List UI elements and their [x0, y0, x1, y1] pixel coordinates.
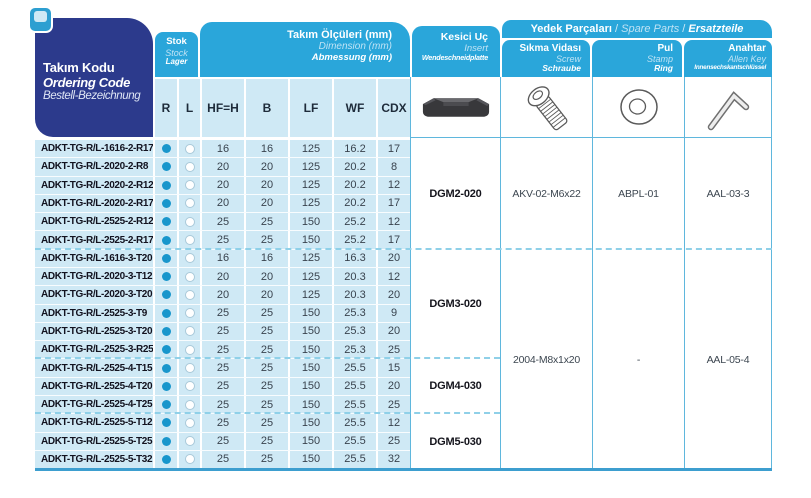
stock-l-dot [185, 217, 195, 227]
cell-wf: 16.2 [332, 140, 376, 157]
stock-r-dot [162, 236, 171, 245]
table-row [35, 358, 410, 376]
screw-column [500, 77, 592, 471]
stock-r-cell [153, 140, 177, 157]
allen-key-column [684, 77, 772, 471]
stock-l-cell [177, 140, 200, 157]
spare-key-group1: AAL-03-3 [706, 187, 750, 200]
row-code: ADKT-TG-R/L-2525-2-R12 [41, 216, 154, 228]
insert-code-group4: DGM5-030 [429, 436, 482, 448]
stock-r-dot [162, 364, 171, 373]
cell-lf: 125 [288, 158, 332, 175]
row-code: ADKT-TG-R/L-2525-5-T32 [41, 453, 153, 465]
stock-l-dot [185, 290, 195, 300]
cell-lf: 125 [288, 268, 332, 285]
brand-icon-inner [34, 11, 47, 22]
cell-b: 25 [244, 213, 288, 230]
stock-r-dot [162, 400, 171, 409]
stock-r-cell [153, 323, 177, 340]
cell-wf: 25.3 [332, 341, 376, 358]
column-header-cdx: CDX [376, 79, 410, 137]
stock-l-cell [177, 433, 200, 450]
title-english: Ordering Code [43, 75, 131, 90]
cell-wf: 25.5 [332, 396, 376, 413]
table-bottom-border [35, 468, 772, 471]
cell-b: 25 [244, 341, 288, 358]
column-header-row [155, 79, 410, 137]
table-row [35, 140, 410, 157]
stock-l-dot [185, 180, 195, 190]
stock-r-cell [153, 195, 177, 212]
cell-lf: 125 [288, 177, 332, 194]
cell-hf: 20 [200, 177, 244, 194]
cell-hf: 25 [200, 433, 244, 450]
stock-r-dot [162, 217, 171, 226]
stock-r-cell [153, 414, 177, 431]
cell-b: 20 [244, 286, 288, 303]
cell-cdx: 32 [376, 451, 410, 468]
cell-wf: 25.3 [332, 305, 376, 322]
stock-r-dot [162, 254, 171, 263]
cell-lf: 150 [288, 213, 332, 230]
stock-l-cell [177, 158, 200, 175]
cell-wf: 20.2 [332, 195, 376, 212]
table-row [35, 230, 410, 248]
cell-hf: 25 [200, 213, 244, 230]
cell-lf: 150 [288, 451, 332, 468]
cell-cdx: 12 [376, 268, 410, 285]
row-code: ADKT-TG-R/L-2525-5-T25 [41, 435, 153, 447]
stock-l-cell [177, 378, 200, 395]
cell-hf: 25 [200, 323, 244, 340]
row-code: ADKT-TG-R/L-2525-4-T15 [41, 362, 153, 374]
cell-lf: 150 [288, 359, 332, 376]
cell-lf: 150 [288, 396, 332, 413]
cell-wf: 20.2 [332, 177, 376, 194]
cell-cdx: 12 [376, 414, 410, 431]
stock-l-dot [185, 363, 195, 373]
ordering-code-header [35, 18, 153, 137]
stock-r-dot [162, 455, 171, 464]
row-code: ADKT-TG-R/L-2525-3-R25 [41, 344, 154, 356]
stock-r-dot [162, 418, 171, 427]
row-code: ADKT-TG-R/L-2525-3-T20 [41, 325, 153, 337]
cell-cdx: 20 [376, 323, 410, 340]
cell-hf: 25 [200, 231, 244, 248]
header-insert: Kesici Uç Insert Wendeschneidplatte [412, 26, 500, 77]
stock-r-dot [162, 382, 171, 391]
group-separator-1 [35, 248, 772, 250]
allen-key-icon [685, 77, 771, 138]
spare-screw-group2: 2004-M8x1x20 [512, 354, 581, 366]
cell-cdx: 15 [376, 359, 410, 376]
cell-b: 20 [244, 158, 288, 175]
cell-wf: 25.2 [332, 231, 376, 248]
cell-cdx: 17 [376, 195, 410, 212]
column-header-hf: HF=H [200, 79, 244, 137]
cell-hf: 20 [200, 158, 244, 175]
table-row [35, 249, 410, 267]
cell-lf: 150 [288, 305, 332, 322]
stock-r-cell [153, 158, 177, 175]
column-header-b: B [244, 79, 288, 137]
cell-lf: 125 [288, 286, 332, 303]
stock-r-dot [162, 199, 171, 208]
group-separator-3 [35, 412, 500, 414]
row-code: ADKT-TG-R/L-2525-5-T12 [41, 417, 153, 429]
stock-l-cell [177, 396, 200, 413]
stock-r-cell [153, 250, 177, 267]
row-code: ADKT-TG-R/L-2020-3-T12 [41, 271, 153, 283]
cell-b: 25 [244, 414, 288, 431]
cell-hf: 20 [200, 286, 244, 303]
cell-wf: 16.3 [332, 250, 376, 267]
header-dimensions: Takım Ölçüleri (mm) Dimension (mm) Abmessung (mm) [200, 22, 410, 77]
stock-l-cell [177, 323, 200, 340]
table-row [35, 413, 410, 431]
cell-lf: 150 [288, 323, 332, 340]
stock-r-cell [153, 286, 177, 303]
stock-r-dot [162, 309, 171, 318]
stock-r-cell [153, 378, 177, 395]
stock-l-dot [185, 381, 195, 391]
row-code: ADKT-TG-R/L-2020-3-T20 [41, 289, 153, 301]
header-screw: Sıkma Vidası Screw Schraube [502, 40, 590, 77]
ring-column [592, 77, 684, 471]
table-row [35, 194, 410, 212]
stock-r-dot [162, 290, 171, 299]
table-row [35, 267, 410, 285]
brand-icon [28, 6, 53, 33]
cell-hf: 20 [200, 268, 244, 285]
cell-hf: 16 [200, 140, 244, 157]
row-code: ADKT-TG-R/L-2525-4-T25 [41, 399, 153, 411]
stock-l-dot [185, 162, 195, 172]
stock-r-dot [162, 144, 171, 153]
stock-r-cell [153, 268, 177, 285]
cell-wf: 25.2 [332, 213, 376, 230]
column-header-wf: WF [332, 79, 376, 137]
stock-l-cell [177, 341, 200, 358]
insert-code-group1: DGM2-020 [429, 187, 482, 200]
title-german: Bestell-Bezeichnung [43, 90, 141, 102]
cell-lf: 125 [288, 250, 332, 267]
cell-cdx: 17 [376, 140, 410, 157]
row-code: ADKT-TG-R/L-2525-2-R17 [41, 234, 154, 246]
stock-r-cell [153, 213, 177, 230]
stock-l-dot [185, 400, 195, 410]
cell-cdx: 25 [376, 341, 410, 358]
stock-r-cell [153, 341, 177, 358]
stock-l-cell [177, 231, 200, 248]
stock-l-cell [177, 359, 200, 376]
stock-r-dot [162, 162, 171, 171]
cell-wf: 25.3 [332, 323, 376, 340]
stock-l-cell [177, 195, 200, 212]
cell-b: 16 [244, 140, 288, 157]
cell-hf: 20 [200, 195, 244, 212]
stock-r-cell [153, 396, 177, 413]
table-row [35, 304, 410, 322]
table-row [35, 212, 410, 230]
stock-l-dot [185, 345, 195, 355]
cell-cdx: 20 [376, 250, 410, 267]
header-ring: Pul Stamp Ring [592, 40, 682, 77]
table-row [35, 432, 410, 450]
stock-r-cell [153, 451, 177, 468]
insert-code-group2: DGM3-020 [429, 297, 482, 310]
stock-l-cell [177, 305, 200, 322]
table-row [35, 157, 410, 175]
cell-hf: 25 [200, 378, 244, 395]
cell-hf: 25 [200, 305, 244, 322]
title-turkish: Takım Kodu [43, 60, 115, 75]
header-stock: Stok Stock Lager [155, 32, 198, 77]
cell-b: 25 [244, 305, 288, 322]
cell-b: 20 [244, 195, 288, 212]
stock-l-dot [185, 253, 195, 263]
cell-cdx: 12 [376, 213, 410, 230]
row-code: ADKT-TG-R/L-2020-2-R17 [41, 197, 154, 209]
column-header-l: L [177, 79, 200, 137]
cell-cdx: 8 [376, 158, 410, 175]
cell-wf: 20.3 [332, 268, 376, 285]
cell-hf: 25 [200, 359, 244, 376]
stock-l-cell [177, 250, 200, 267]
spare-ring-group1: ABPL-01 [618, 187, 659, 200]
stock-l-cell [177, 177, 200, 194]
stock-l-dot [185, 326, 195, 336]
table-row [35, 377, 410, 395]
header-spare-parts: Yedek Parçaları / Spare Parts / Ersatzteile [502, 20, 772, 38]
cell-b: 25 [244, 231, 288, 248]
stock-l-dot [185, 198, 195, 208]
cell-lf: 150 [288, 378, 332, 395]
cell-b: 25 [244, 451, 288, 468]
cell-hf: 25 [200, 414, 244, 431]
row-code: ADKT-TG-R/L-2525-3-T9 [41, 307, 147, 319]
table-row [35, 285, 410, 303]
table-row [35, 176, 410, 194]
table-row [35, 340, 410, 358]
cell-cdx: 20 [376, 378, 410, 395]
stock-l-dot [185, 308, 195, 318]
stock-l-cell [177, 268, 200, 285]
cell-lf: 125 [288, 195, 332, 212]
stock-l-dot [185, 144, 195, 154]
column-header-lf: LF [288, 79, 332, 137]
row-code: ADKT-TG-R/L-2020-2-R8 [41, 161, 149, 173]
cell-wf: 25.5 [332, 378, 376, 395]
stock-l-cell [177, 414, 200, 431]
stock-r-cell [153, 305, 177, 322]
header-allen-key: Anahtar Allen Key Innensechskantschlüssel [684, 40, 772, 77]
stock-l-dot [185, 454, 195, 464]
stock-l-cell [177, 286, 200, 303]
cell-wf: 20.3 [332, 286, 376, 303]
cell-b: 25 [244, 433, 288, 450]
cell-cdx: 20 [376, 286, 410, 303]
stock-l-dot [185, 235, 195, 245]
stock-r-dot [162, 327, 171, 336]
insert-photo [411, 77, 500, 138]
cell-wf: 20.2 [332, 158, 376, 175]
spare-ring-group2: - [636, 354, 641, 366]
cell-b: 20 [244, 268, 288, 285]
rows-container [35, 140, 410, 468]
stock-r-cell [153, 231, 177, 248]
cell-b: 25 [244, 378, 288, 395]
cell-cdx: 17 [376, 231, 410, 248]
table-row [35, 450, 410, 468]
row-code: ADKT-TG-R/L-1616-3-T20 [41, 252, 153, 264]
stock-r-cell [153, 177, 177, 194]
cell-lf: 150 [288, 414, 332, 431]
stock-l-dot [185, 436, 195, 446]
cell-cdx: 9 [376, 305, 410, 322]
cell-hf: 25 [200, 396, 244, 413]
cell-wf: 25.5 [332, 433, 376, 450]
spare-screw-group1: AKV-02-M6x22 [512, 187, 581, 200]
cell-b: 25 [244, 359, 288, 376]
insert-code-group3: DGM4-030 [429, 379, 482, 392]
cell-lf: 125 [288, 140, 332, 157]
cell-b: 25 [244, 323, 288, 340]
cell-hf: 25 [200, 451, 244, 468]
cell-b: 20 [244, 177, 288, 194]
cell-b: 16 [244, 250, 288, 267]
stock-l-cell [177, 451, 200, 468]
cell-hf: 16 [200, 250, 244, 267]
cell-b: 25 [244, 396, 288, 413]
row-code: ADKT-TG-R/L-2525-4-T20 [41, 380, 153, 392]
stock-r-dot [162, 345, 171, 354]
spare-key-group2: AAL-05-4 [706, 354, 750, 366]
screw-icon [501, 77, 592, 138]
cell-lf: 150 [288, 433, 332, 450]
cell-wf: 25.5 [332, 414, 376, 431]
stock-r-cell [153, 359, 177, 376]
group-separator-2 [35, 357, 500, 359]
row-code: ADKT-TG-R/L-2020-2-R12 [41, 179, 154, 191]
table-row [35, 322, 410, 340]
cell-lf: 150 [288, 231, 332, 248]
stock-l-cell [177, 213, 200, 230]
stock-r-cell [153, 433, 177, 450]
stock-r-dot [162, 272, 171, 281]
washer-icon [593, 77, 684, 138]
cell-wf: 25.5 [332, 359, 376, 376]
cell-wf: 25.5 [332, 451, 376, 468]
stock-l-dot [185, 272, 195, 282]
row-code: ADKT-TG-R/L-1616-2-R17 [41, 143, 154, 155]
column-header-r: R [161, 101, 171, 115]
stock-r-dot [162, 181, 171, 190]
cell-cdx: 25 [376, 433, 410, 450]
cell-lf: 150 [288, 341, 332, 358]
stock-l-dot [185, 418, 195, 428]
stock-r-dot [162, 437, 171, 446]
cell-cdx: 12 [376, 177, 410, 194]
cell-cdx: 25 [376, 396, 410, 413]
table-row [35, 395, 410, 413]
cell-hf: 25 [200, 341, 244, 358]
